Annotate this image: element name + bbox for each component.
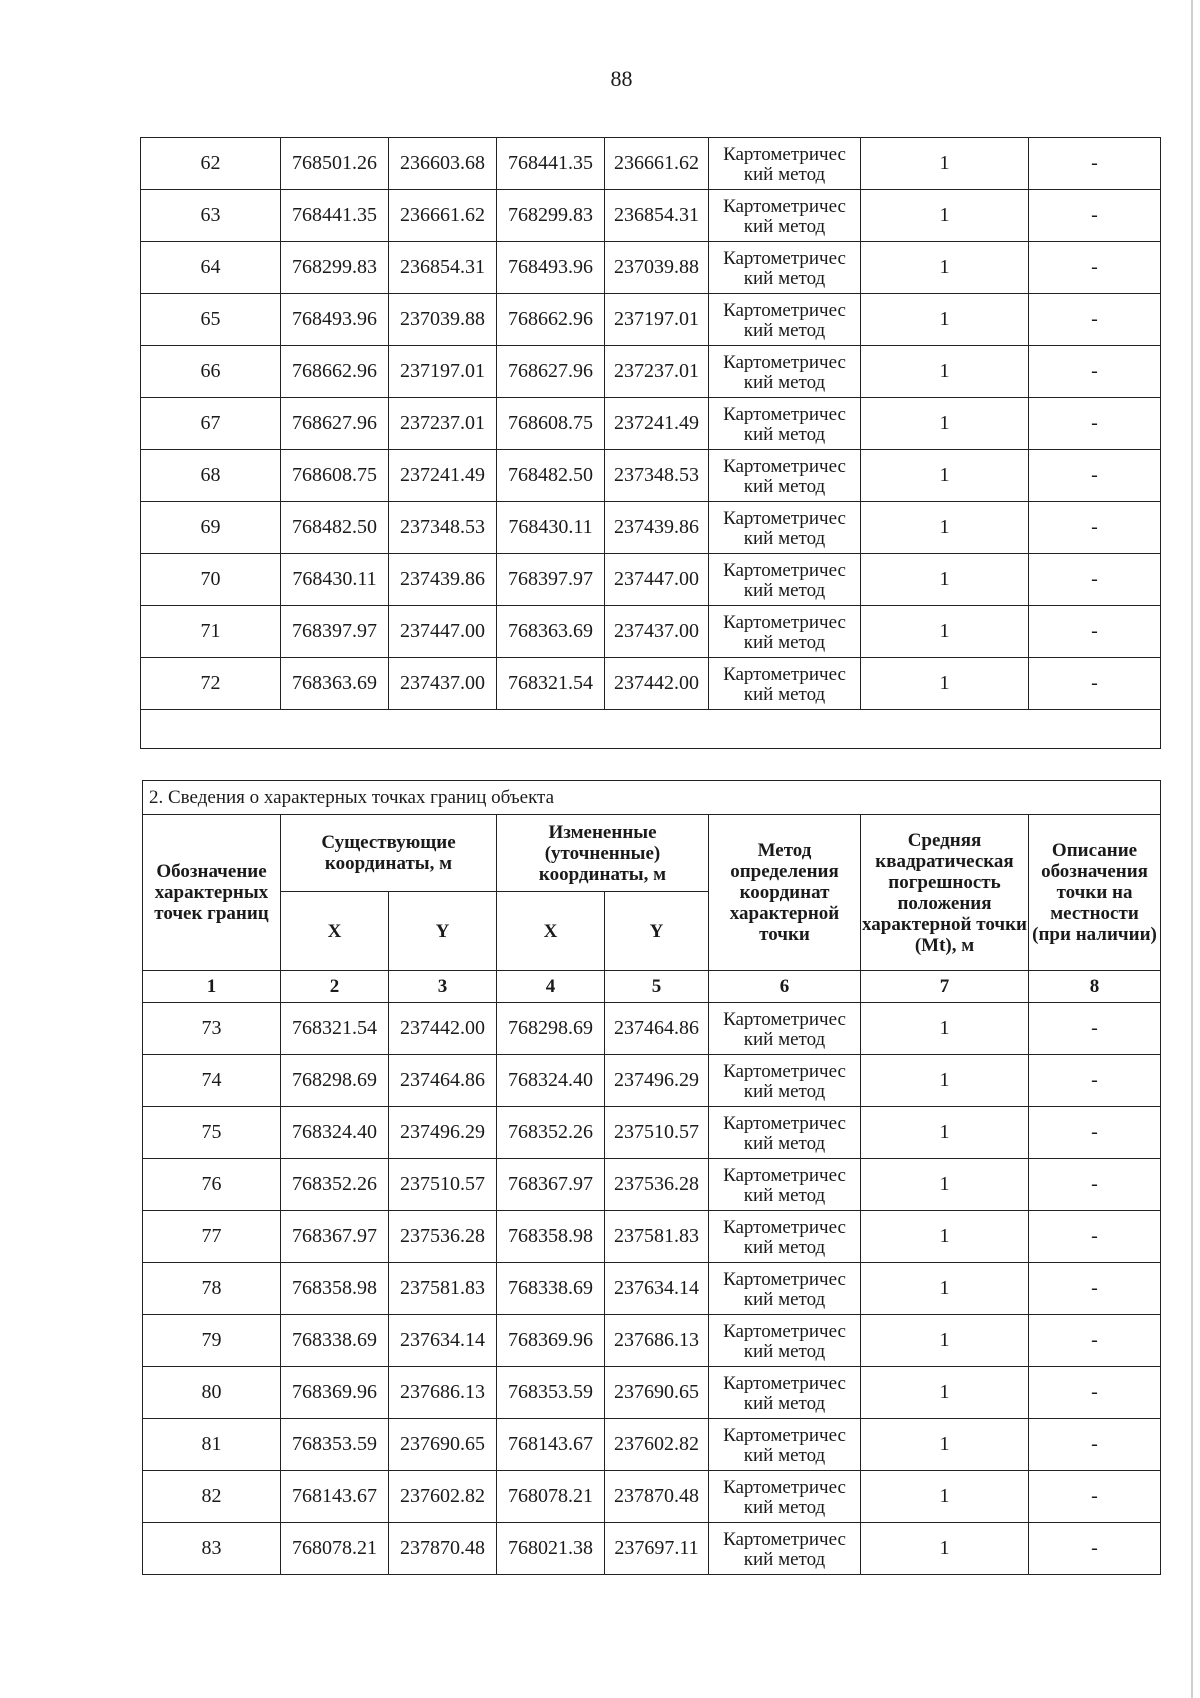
existing-x-cell: 768352.26	[281, 1159, 389, 1211]
changed-x-cell: 768353.59	[497, 1367, 605, 1419]
existing-x-cell: 768078.21	[281, 1523, 389, 1575]
existing-y-cell: 237510.57	[389, 1159, 497, 1211]
changed-x-cell: 768358.98	[497, 1211, 605, 1263]
mt-cell: 1	[861, 1159, 1029, 1211]
changed-x-cell: 768363.69	[497, 606, 605, 658]
point-id-cell: 62	[141, 138, 281, 190]
description-cell: -	[1029, 502, 1161, 554]
existing-y-cell: 237439.86	[389, 554, 497, 606]
page-number: 88	[610, 66, 633, 91]
existing-x-cell: 768143.67	[281, 1471, 389, 1523]
description-cell: -	[1029, 658, 1161, 710]
column-number-cell: 6	[709, 971, 861, 1003]
existing-y-cell: 237237.01	[389, 398, 497, 450]
changed-x-cell: 768298.69	[497, 1003, 605, 1055]
mt-cell: 1	[861, 1003, 1029, 1055]
point-id-cell: 71	[141, 606, 281, 658]
changed-x-cell: 768482.50	[497, 450, 605, 502]
method-cell: Картометричес кий метод	[709, 1523, 861, 1575]
method-cell: Картометричес кий метод	[709, 1367, 861, 1419]
column-number-cell: 4	[497, 971, 605, 1003]
changed-x-cell: 768338.69	[497, 1263, 605, 1315]
changed-y-cell: 237437.00	[605, 606, 709, 658]
description-cell: -	[1029, 190, 1161, 242]
table-row	[141, 294, 1161, 346]
existing-x-cell: 768482.50	[281, 502, 389, 554]
boundary-points-table	[142, 780, 1161, 1575]
table-row	[143, 1471, 1161, 1523]
point-id-cell: 66	[141, 346, 281, 398]
description-cell: -	[1029, 242, 1161, 294]
existing-y-cell: 237536.28	[389, 1211, 497, 1263]
table-row	[143, 1211, 1161, 1263]
table-row	[141, 398, 1161, 450]
existing-x-cell: 768353.59	[281, 1419, 389, 1471]
table1-footer-row	[141, 710, 1161, 749]
existing-y-cell: 237442.00	[389, 1003, 497, 1055]
mt-cell: 1	[861, 1523, 1029, 1575]
mt-cell: 1	[861, 502, 1029, 554]
changed-y-cell: 237241.49	[605, 398, 709, 450]
mt-cell: 1	[861, 1107, 1029, 1159]
method-cell: Картометричес кий метод	[709, 242, 861, 294]
changed-y-cell: 237496.29	[605, 1055, 709, 1107]
table2-body	[143, 1003, 1161, 1575]
point-id-cell: 77	[143, 1211, 281, 1263]
table-row	[141, 502, 1161, 554]
header-changed-x: X	[497, 892, 605, 971]
table-row	[141, 190, 1161, 242]
column-number-cell: 2	[281, 971, 389, 1003]
mt-cell: 1	[861, 1055, 1029, 1107]
existing-y-cell: 237348.53	[389, 502, 497, 554]
method-cell: Картометричес кий метод	[709, 606, 861, 658]
column-number-cell: 1	[143, 971, 281, 1003]
changed-y-cell: 237439.86	[605, 502, 709, 554]
mt-cell: 1	[861, 658, 1029, 710]
table-row	[141, 138, 1161, 190]
existing-x-cell: 768358.98	[281, 1263, 389, 1315]
changed-x-cell: 768493.96	[497, 242, 605, 294]
method-cell: Картометричес кий метод	[709, 554, 861, 606]
existing-y-cell: 237464.86	[389, 1055, 497, 1107]
existing-y-cell: 237686.13	[389, 1367, 497, 1419]
table-row	[143, 1159, 1161, 1211]
mt-cell: 1	[861, 1367, 1029, 1419]
existing-y-cell: 236603.68	[389, 138, 497, 190]
existing-y-cell: 236661.62	[389, 190, 497, 242]
mt-cell: 1	[861, 190, 1029, 242]
changed-x-cell: 768021.38	[497, 1523, 605, 1575]
changed-x-cell: 768662.96	[497, 294, 605, 346]
changed-x-cell: 768441.35	[497, 138, 605, 190]
existing-x-cell: 768299.83	[281, 242, 389, 294]
table-row	[143, 1263, 1161, 1315]
existing-x-cell: 768608.75	[281, 450, 389, 502]
existing-y-cell: 237241.49	[389, 450, 497, 502]
changed-y-cell: 236661.62	[605, 138, 709, 190]
mt-cell: 1	[861, 554, 1029, 606]
table-row	[143, 1523, 1161, 1575]
coordinates-table-continued	[140, 137, 1161, 749]
existing-x-cell: 768493.96	[281, 294, 389, 346]
description-cell: -	[1029, 1107, 1161, 1159]
header-designation: Обозначение характерных точек границ	[143, 815, 281, 971]
description-cell: -	[1029, 1055, 1161, 1107]
method-cell: Картометричес кий метод	[709, 294, 861, 346]
changed-x-cell: 768143.67	[497, 1419, 605, 1471]
existing-y-cell: 237690.65	[389, 1419, 497, 1471]
description-cell: -	[1029, 1315, 1161, 1367]
description-cell: -	[1029, 1211, 1161, 1263]
existing-y-cell: 237602.82	[389, 1471, 497, 1523]
existing-y-cell: 236854.31	[389, 242, 497, 294]
existing-y-cell: 237870.48	[389, 1523, 497, 1575]
table1-body	[141, 138, 1161, 710]
header-mt: Средняя квадратическая погрешность положения характерной точки (Mt), м	[861, 815, 1029, 971]
point-id-cell: 69	[141, 502, 281, 554]
header-existing-x: X	[281, 892, 389, 971]
mt-cell: 1	[861, 346, 1029, 398]
changed-y-cell: 237690.65	[605, 1367, 709, 1419]
method-cell: Картометричес кий метод	[709, 1107, 861, 1159]
method-cell: Картометричес кий метод	[709, 398, 861, 450]
method-cell: Картометричес кий метод	[709, 658, 861, 710]
changed-y-cell: 237197.01	[605, 294, 709, 346]
method-cell: Картометричес кий метод	[709, 1315, 861, 1367]
point-id-cell: 78	[143, 1263, 281, 1315]
changed-y-cell: 237348.53	[605, 450, 709, 502]
column-numbers-row	[143, 971, 1161, 1003]
point-id-cell: 74	[143, 1055, 281, 1107]
table-row	[141, 450, 1161, 502]
table-row	[143, 1003, 1161, 1055]
description-cell: -	[1029, 346, 1161, 398]
existing-y-cell: 237197.01	[389, 346, 497, 398]
existing-x-cell: 768430.11	[281, 554, 389, 606]
method-cell: Картометричес кий метод	[709, 1003, 861, 1055]
column-number-cell: 3	[389, 971, 497, 1003]
description-cell: -	[1029, 1471, 1161, 1523]
existing-y-cell: 237496.29	[389, 1107, 497, 1159]
header-changed-coords: Измененные (уточненные) координаты, м	[497, 815, 709, 892]
table-row	[141, 346, 1161, 398]
description-cell: -	[1029, 1367, 1161, 1419]
description-cell: -	[1029, 1003, 1161, 1055]
changed-y-cell: 237510.57	[605, 1107, 709, 1159]
description-cell: -	[1029, 138, 1161, 190]
changed-y-cell: 237870.48	[605, 1471, 709, 1523]
method-cell: Картометричес кий метод	[709, 138, 861, 190]
existing-y-cell: 237634.14	[389, 1315, 497, 1367]
changed-y-cell: 237442.00	[605, 658, 709, 710]
table-row	[143, 1055, 1161, 1107]
existing-x-cell: 768324.40	[281, 1107, 389, 1159]
point-id-cell: 75	[143, 1107, 281, 1159]
existing-x-cell: 768662.96	[281, 346, 389, 398]
point-id-cell: 72	[141, 658, 281, 710]
changed-x-cell: 768397.97	[497, 554, 605, 606]
table-row	[141, 554, 1161, 606]
description-cell: -	[1029, 450, 1161, 502]
table-row	[143, 1367, 1161, 1419]
changed-y-cell: 237634.14	[605, 1263, 709, 1315]
point-id-cell: 63	[141, 190, 281, 242]
changed-x-cell: 768430.11	[497, 502, 605, 554]
description-cell: -	[1029, 398, 1161, 450]
table-row	[141, 242, 1161, 294]
method-cell: Картометричес кий метод	[709, 190, 861, 242]
description-cell: -	[1029, 554, 1161, 606]
existing-y-cell: 237437.00	[389, 658, 497, 710]
header-existing-coords: Существующие координаты, м	[281, 815, 497, 892]
changed-x-cell: 768352.26	[497, 1107, 605, 1159]
existing-y-cell: 237039.88	[389, 294, 497, 346]
column-number-cell: 5	[605, 971, 709, 1003]
existing-y-cell: 237581.83	[389, 1263, 497, 1315]
mt-cell: 1	[861, 138, 1029, 190]
column-number-cell: 8	[1029, 971, 1161, 1003]
mt-cell: 1	[861, 606, 1029, 658]
mt-cell: 1	[861, 1419, 1029, 1471]
method-cell: Картометричес кий метод	[709, 1471, 861, 1523]
existing-x-cell: 768321.54	[281, 1003, 389, 1055]
mt-cell: 1	[861, 450, 1029, 502]
method-cell: Картометричес кий метод	[709, 1211, 861, 1263]
point-id-cell: 73	[143, 1003, 281, 1055]
table-title: 2. Сведения о характерных точках границ объекта	[143, 781, 1161, 815]
changed-x-cell: 768078.21	[497, 1471, 605, 1523]
changed-x-cell: 768608.75	[497, 398, 605, 450]
header-method: Метод определения координат характерной точки	[709, 815, 861, 971]
table-row	[143, 1315, 1161, 1367]
method-cell: Картометричес кий метод	[709, 1055, 861, 1107]
method-cell: Картометричес кий метод	[709, 346, 861, 398]
method-cell: Картометричес кий метод	[709, 502, 861, 554]
mt-cell: 1	[861, 398, 1029, 450]
method-cell: Картометричес кий метод	[709, 1263, 861, 1315]
existing-x-cell: 768441.35	[281, 190, 389, 242]
method-cell: Картометричес кий метод	[709, 1419, 861, 1471]
existing-x-cell: 768363.69	[281, 658, 389, 710]
changed-y-cell: 237536.28	[605, 1159, 709, 1211]
point-id-cell: 81	[143, 1419, 281, 1471]
table-row	[141, 606, 1161, 658]
point-id-cell: 70	[141, 554, 281, 606]
existing-x-cell: 768338.69	[281, 1315, 389, 1367]
changed-x-cell: 768369.96	[497, 1315, 605, 1367]
mt-cell: 1	[861, 294, 1029, 346]
existing-y-cell: 237447.00	[389, 606, 497, 658]
mt-cell: 1	[861, 1263, 1029, 1315]
changed-x-cell: 768321.54	[497, 658, 605, 710]
empty-cell	[141, 710, 1161, 749]
method-cell: Картометричес кий метод	[709, 1159, 861, 1211]
changed-y-cell: 237697.11	[605, 1523, 709, 1575]
method-cell: Картометричес кий метод	[709, 450, 861, 502]
point-id-cell: 83	[143, 1523, 281, 1575]
mt-cell: 1	[861, 242, 1029, 294]
point-id-cell: 76	[143, 1159, 281, 1211]
description-cell: -	[1029, 294, 1161, 346]
changed-y-cell: 237237.01	[605, 346, 709, 398]
point-id-cell: 80	[143, 1367, 281, 1419]
description-cell: -	[1029, 1263, 1161, 1315]
table-row	[141, 658, 1161, 710]
existing-x-cell: 768501.26	[281, 138, 389, 190]
changed-y-cell: 236854.31	[605, 190, 709, 242]
point-id-cell: 65	[141, 294, 281, 346]
table-row	[143, 1107, 1161, 1159]
existing-x-cell: 768397.97	[281, 606, 389, 658]
existing-x-cell: 768627.96	[281, 398, 389, 450]
changed-y-cell: 237602.82	[605, 1419, 709, 1471]
mt-cell: 1	[861, 1211, 1029, 1263]
point-id-cell: 79	[143, 1315, 281, 1367]
description-cell: -	[1029, 606, 1161, 658]
changed-x-cell: 768299.83	[497, 190, 605, 242]
header-existing-y: Y	[389, 892, 497, 971]
point-id-cell: 82	[143, 1471, 281, 1523]
existing-x-cell: 768298.69	[281, 1055, 389, 1107]
changed-x-cell: 768367.97	[497, 1159, 605, 1211]
column-number-cell: 7	[861, 971, 1029, 1003]
scan-edge	[1191, 0, 1193, 1698]
changed-x-cell: 768627.96	[497, 346, 605, 398]
table-row	[143, 1419, 1161, 1471]
changed-y-cell: 237039.88	[605, 242, 709, 294]
changed-y-cell: 237447.00	[605, 554, 709, 606]
description-cell: -	[1029, 1159, 1161, 1211]
changed-y-cell: 237464.86	[605, 1003, 709, 1055]
description-cell: -	[1029, 1523, 1161, 1575]
changed-y-cell: 237581.83	[605, 1211, 709, 1263]
header-changed-y: Y	[605, 892, 709, 971]
changed-y-cell: 237686.13	[605, 1315, 709, 1367]
description-cell: -	[1029, 1419, 1161, 1471]
mt-cell: 1	[861, 1471, 1029, 1523]
point-id-cell: 64	[141, 242, 281, 294]
point-id-cell: 68	[141, 450, 281, 502]
existing-x-cell: 768367.97	[281, 1211, 389, 1263]
mt-cell: 1	[861, 1315, 1029, 1367]
point-id-cell: 67	[141, 398, 281, 450]
header-description: Описание обозначения точки на местности (при наличии)	[1029, 815, 1161, 971]
existing-x-cell: 768369.96	[281, 1367, 389, 1419]
changed-x-cell: 768324.40	[497, 1055, 605, 1107]
